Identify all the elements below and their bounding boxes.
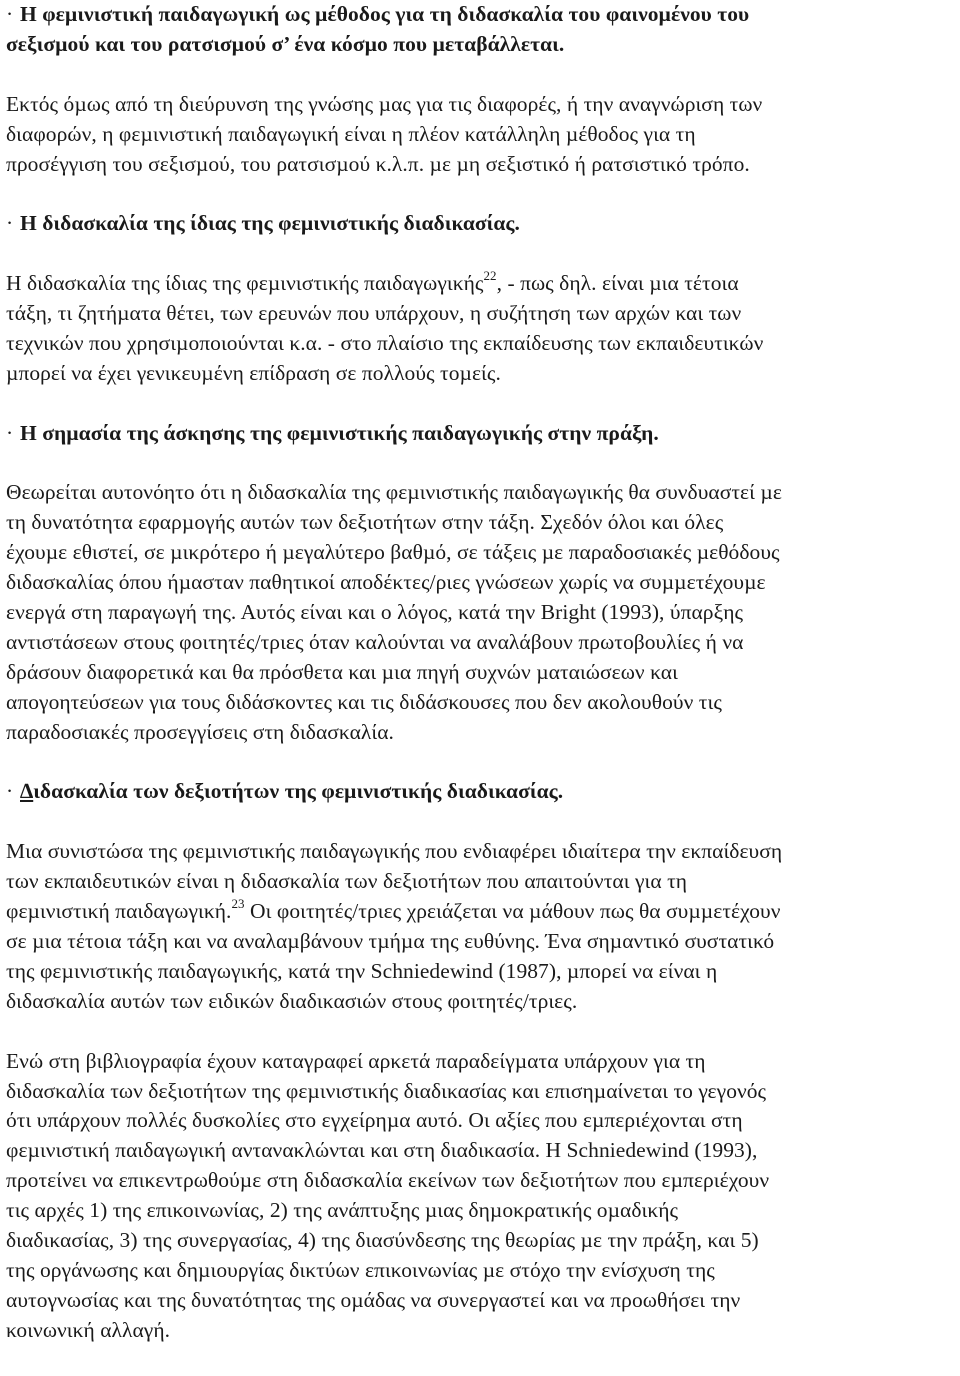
document-body: [6, 0, 952, 1346]
text-line: διαφορών, η φεµινιστική παιδαγωγική είναι η πλέον κατάλληλη µέθοδος για τη: [6, 121, 696, 146]
heading-line: Η φεµινιστική παιδαγωγική ως µέθοδος για τη διδασκαλία του φαινοµένου του: [20, 2, 750, 26]
paragraph-teaching-feminist-pedagogy: [6, 269, 952, 389]
text-line: προτείνει να επικεντρωθούµε στη διδασκαλία εκείνων των δεξιοτήτων που εµπεριέχουν: [6, 1168, 770, 1193]
text-line: απογοητεύσεων για τους διδάσκοντες και τις διδάσκουσες που δεν ακολουθούν τις: [6, 689, 722, 714]
heading-initial-letter: ∆: [20, 779, 34, 804]
text-line: δράσουν διαφορετικά και θα πρόσθετα και µια πηγή συχνών µαταιώσεων και: [6, 659, 678, 684]
bullet-marker: ·: [6, 2, 14, 26]
text-line: διδασκαλία των δεξιοτήτων της φεµινιστικής διαδικασίας και επισηµαίνεται το γεγονός: [6, 1078, 767, 1103]
text-line: Ενώ στη βιβλιογραφία έχουν καταγραφεί αρκετά παραδείγµατα υπάρχουν για τη: [6, 1048, 706, 1073]
text-line: παραδοσιακές προσεγγίσεις στη διδασκαλία.: [6, 719, 394, 744]
paragraph-diversity-approach: [6, 90, 952, 180]
paragraph-practice-in-classroom: [6, 478, 952, 747]
section-heading-practice-importance: [6, 419, 952, 449]
text-line: αντιστάσεων στους φοιτητές/τριες όταν καλούνται να αναλάβουν πρωτοβουλίες ή να: [6, 629, 744, 654]
text-line: µπορεί να έχει γενικευµένη επίδραση σε πολλούς τοµείς.: [6, 360, 501, 385]
footnote-ref-22: 22: [483, 267, 497, 283]
heading-line: σεξισµού και του ρατσισµού σ’ ένα κόσµο που µεταβάλλεται.: [6, 31, 565, 56]
paragraph-skills-component: [6, 837, 952, 1016]
text-segment: Οι φοιτητές/τριες χρειάζεται να µάθουν πως θα συµµετέχουν: [244, 899, 781, 924]
heading-text: Η διδασκαλία της ίδιας της φεµινιστικής διαδικασίας.: [20, 211, 520, 236]
paragraph-skills-literature: [6, 1047, 952, 1346]
text-segment: Η διδασκαλία της ίδιας της φεµινιστικής παιδαγωγικής: [6, 271, 484, 296]
text-segment: , - πως δηλ. είναι µια τέτοια: [496, 271, 739, 296]
text-line: τάξη, τι ζητήµατα θέτει, των ερευνών που υπάρχουν, η συζήτηση των αρχών και των: [6, 301, 742, 326]
footnote-ref-23: 23: [231, 895, 245, 911]
text-line: ότι υπάρχουν πολλές δυσκολίες στο εγχείρηµα αυτό. Οι αξίες που εµπεριέχονται στη: [6, 1108, 743, 1133]
text-line: κοινωνική αλλαγή.: [6, 1317, 171, 1342]
heading-text: Η σηµασία της άσκησης της φεµινιστικής παιδαγωγικής στην πράξη.: [20, 420, 659, 445]
text-line: προσέγγιση του σεξισµού, του ρατσισµού κ.λ.π. µε µη σεξιστικό ή ρατσιστικό τρόπο.: [6, 151, 750, 176]
text-line: διδασκαλίας όπου ήµασταν παθητικοί αποδέκτες/ριες γνώσεων χωρίς να συµµετέχουµε: [6, 570, 766, 595]
text-line: της φεµινιστικής παιδαγωγικής, κατά την Schniedewind (1987), µπορεί να είναι η: [6, 958, 718, 983]
text-line: φεµινιστική παιδαγωγική αντανακλώνται και στη διαδικασία. Η Schniedewind (1993),: [6, 1138, 758, 1163]
text-line: τη δυνατότητα εφαρµογής αυτών των δεξιοτήτων στην τάξη. Σχεδόν όλοι και όλες: [6, 510, 724, 535]
text-line: Μια συνιστώσα της φεµινιστικής παιδαγωγικής που ενδιαφέρει ιδιαίτερα την εκπαίδευση: [6, 839, 783, 864]
text-line: τις αρχές 1) της επικοινωνίας, 2) της ανάπτυξης µιας δηµοκρατικής οµαδικής: [6, 1198, 679, 1223]
text-line: αυτογνωσίας και της δυνατότητας της οµάδας να συνεργαστεί και να προωθήσει την: [6, 1287, 741, 1312]
text-line: Εκτός όµως από τη διεύρυνση της γνώσης µας για τις διαφορές, ή την αναγνώριση των: [6, 91, 763, 116]
text-line: ενεργά στη παραγωγή της. Αυτός είναι και ο λόγος, κατά την Bright (1993), ύπαρξης: [6, 600, 744, 625]
text-line: Θεωρείται αυτονόητο ότι η διδασκαλία της φεµινιστικής παιδαγωγικής θα συνδυαστεί µε: [6, 480, 782, 505]
text-line: των εκπαιδευτικών είναι η διδασκαλία των δεξιοτήτων που απαιτούνται για τη: [6, 869, 688, 894]
bullet-marker: ·: [6, 211, 14, 236]
text-line: τεχνικών που χρησιµοποιούνται κ.α. - στο πλαίσιο της εκπαίδευσης των εκπαιδευτικών: [6, 330, 764, 355]
section-heading-feminist-pedagogy-method: [6, 0, 952, 60]
text-line: της οργάνωσης και δηµιουργίας δικτύων επικοινωνίας µε στόχο την ενίσχυση της: [6, 1257, 715, 1282]
text-line: έχουµε εθιστεί, σε µικρότερο ή µεγαλύτερο βαθµό, σε τάξεις µε παραδοσιακές µεθόδους: [6, 540, 780, 565]
text-line: διαδικασίας, 3) της συνεργασίας, 4) της διασύνδεσης της θεωρίας µε την πράξη, και 5): [6, 1228, 759, 1253]
text-line: σε µια τέτοια τάξη και να αναλαµβάνουν τµήµα της ευθύνης. Ένα σηµαντικό συστατικό: [6, 928, 775, 953]
bullet-marker: ·: [6, 420, 14, 445]
heading-text: ιδασκαλία των δεξιοτήτων της φεµινιστικής διαδικασίας.: [33, 779, 564, 804]
text-line: διδασκαλία αυτών των ειδικών διαδικασιών στους φοιτητές/τριες.: [6, 988, 578, 1013]
text-segment: φεµινιστική παιδαγωγική.: [6, 899, 232, 924]
section-heading-teaching-feminist-process: [6, 209, 952, 239]
section-heading-skills-teaching: [6, 777, 952, 807]
bullet-marker: ·: [6, 779, 14, 804]
